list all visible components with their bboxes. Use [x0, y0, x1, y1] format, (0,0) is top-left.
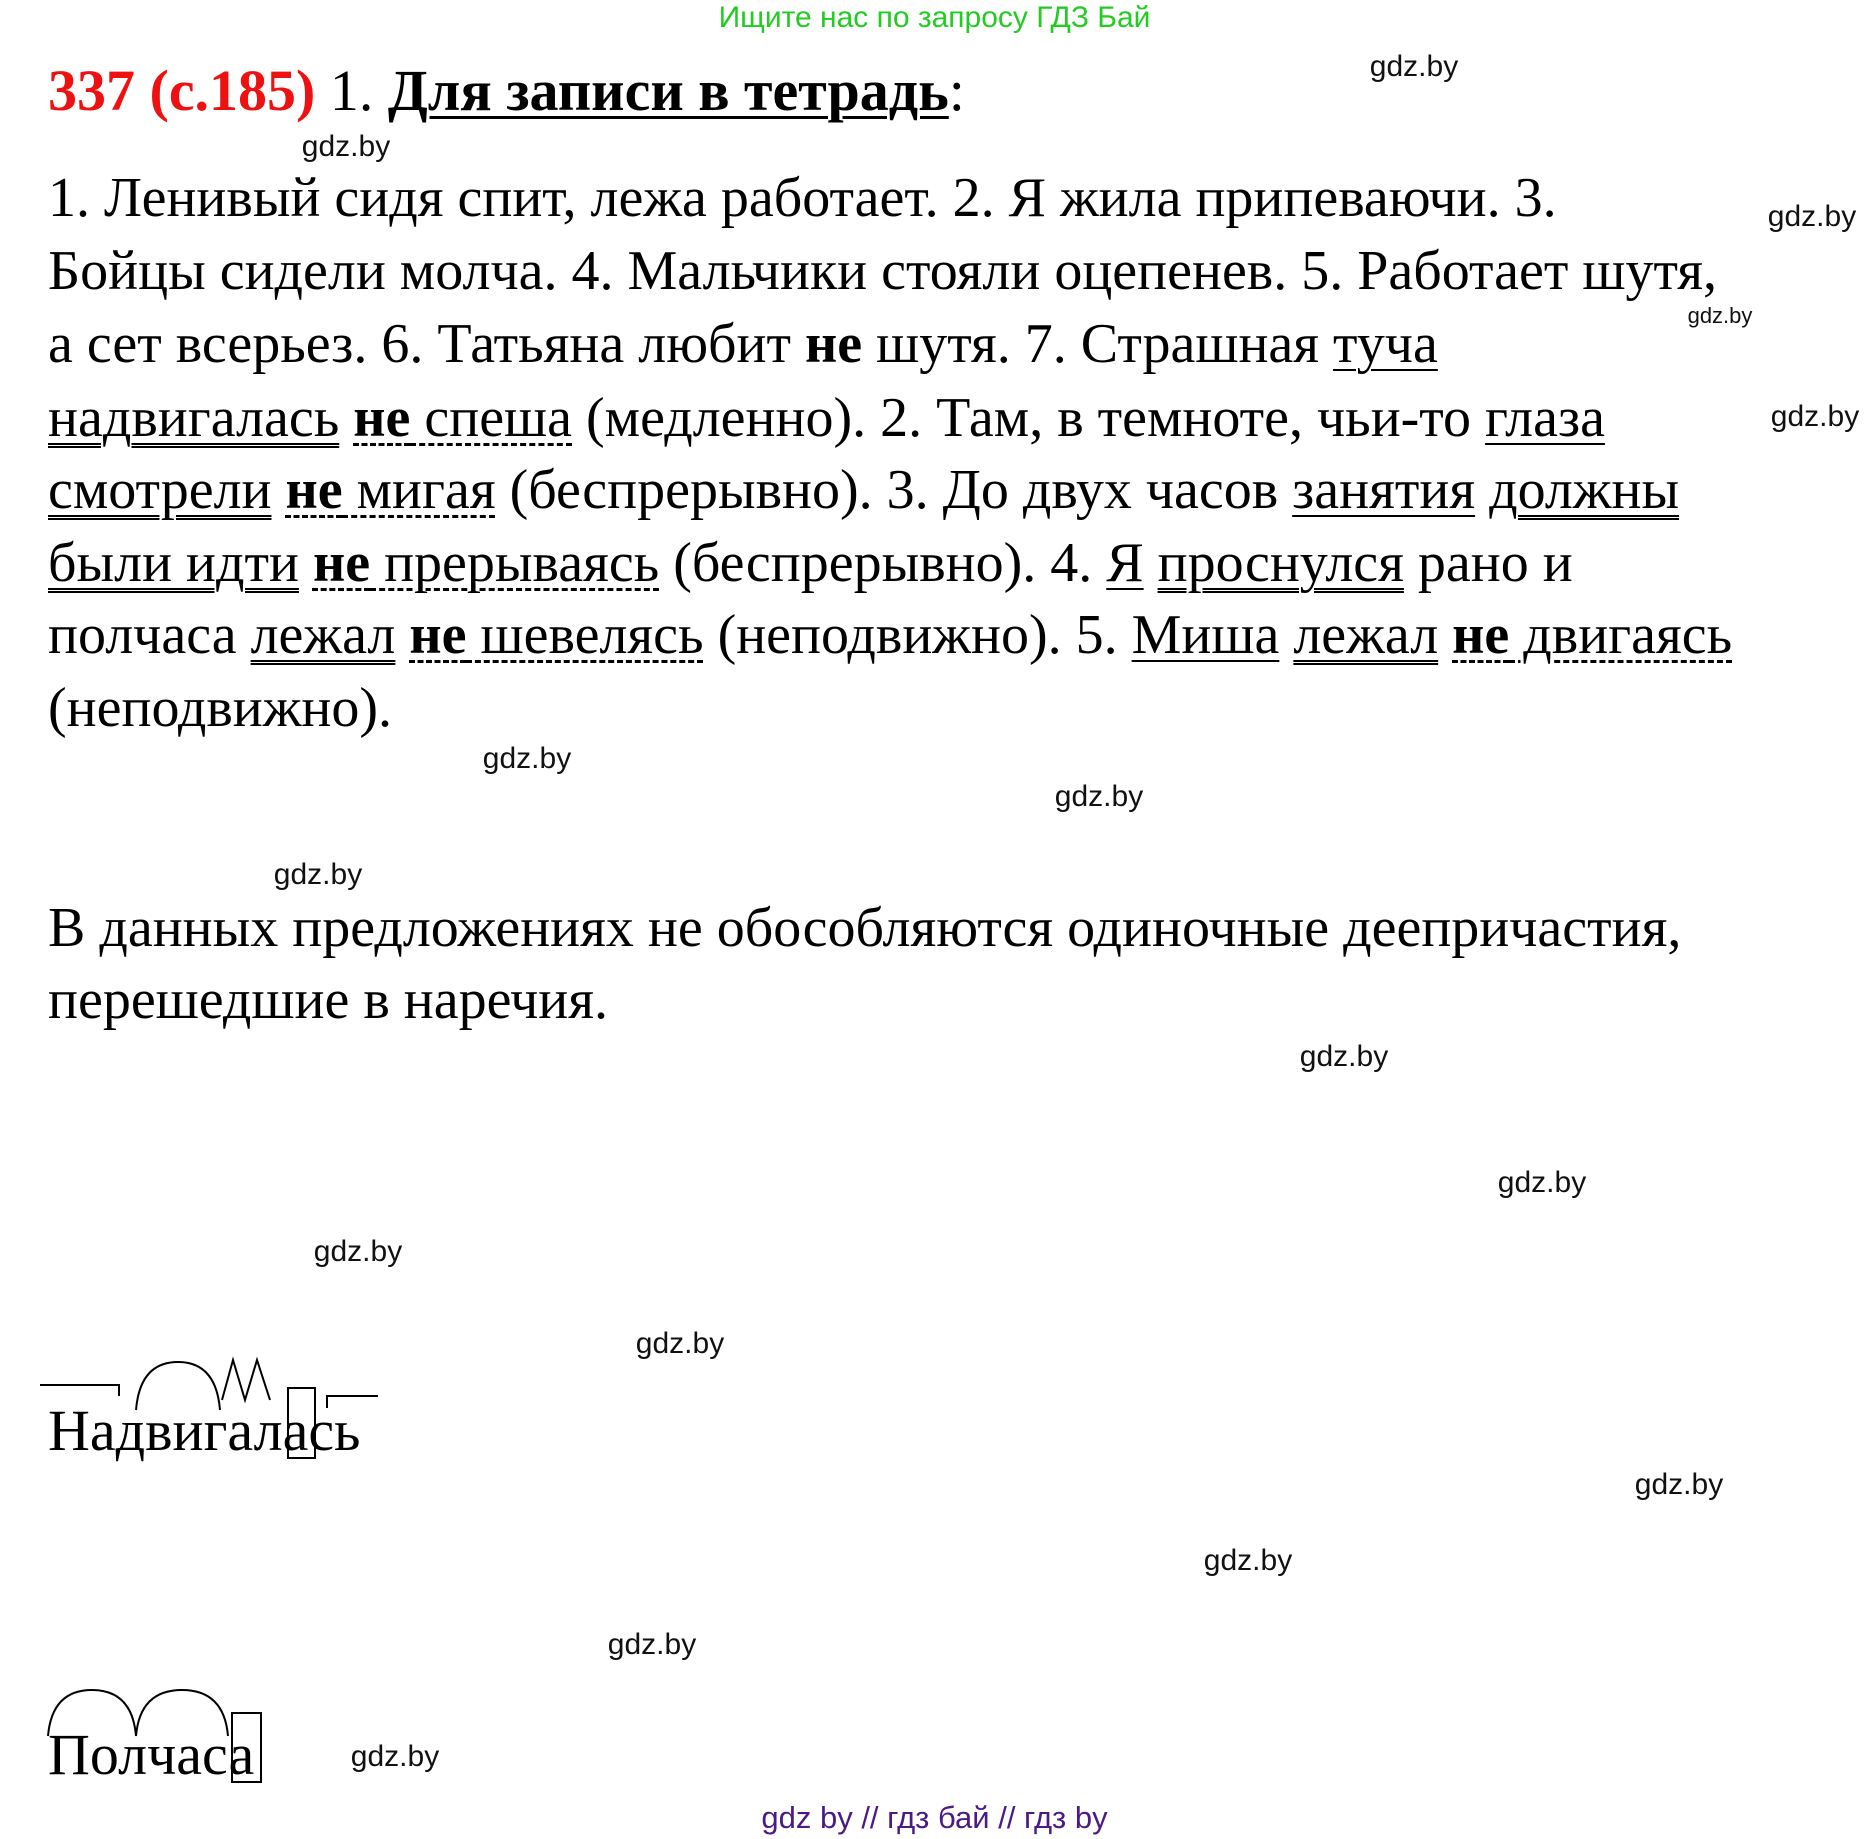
subject: занятия: [1292, 459, 1476, 521]
adverbial: мигая: [342, 459, 496, 521]
morpheme-word-nadvigalas: Надвигалась: [48, 1398, 361, 1463]
ending-mark: [288, 1388, 315, 1458]
subject: Я: [1106, 532, 1144, 594]
root-mark: [48, 1690, 136, 1736]
text: полчаса: [48, 604, 251, 666]
search-hint-banner: Ищите нас по запросу ГДЗ Бай: [718, 1, 1151, 34]
adverbial: спеша: [410, 387, 573, 449]
prefix-mark: [40, 1385, 119, 1396]
predicate: должны: [1489, 459, 1680, 521]
text: рано и: [1403, 532, 1573, 594]
predicate: проснулся: [1157, 532, 1404, 594]
text: Бойцы сидели молча. 4. Мальчики стояли оцепенев. 5. Работает шутя,: [48, 240, 1717, 302]
root-mark: [136, 1690, 228, 1736]
watermark: gdz.by: [1497, 1166, 1587, 1199]
watermark: gdz.by: [1767, 200, 1857, 233]
suffix-mark: [222, 1360, 270, 1400]
subject: Миша: [1131, 604, 1280, 666]
text: 1. Ленивый сидя спит, лежа работает. 2. Я жила припеваючи. 3.: [48, 167, 1557, 229]
task-number: 1.: [315, 58, 388, 123]
watermark: gdz.by: [1203, 1544, 1293, 1577]
text: (беспрерывно). 4.: [659, 532, 1107, 594]
watermark: gdz.by: [607, 1628, 697, 1661]
text: шутя. 7. Страшная: [862, 313, 1334, 375]
text: (беспрерывно). 3. До двух часов: [495, 459, 1293, 521]
watermark: gdz.by: [1687, 303, 1753, 328]
text: (неподвижно). 5.: [703, 604, 1132, 666]
ending-mark: [232, 1713, 261, 1782]
adverbial-particle: не: [353, 387, 411, 449]
text: а сет всерьез. 6. Татьяна любит: [48, 313, 805, 375]
watermark: gdz.by: [1054, 780, 1144, 813]
adverbial: шевелясь: [466, 604, 704, 666]
watermark: gdz.by: [635, 1327, 725, 1360]
predicate: были идти: [48, 532, 299, 594]
morpheme-word-polchasa: Полчаса: [48, 1722, 255, 1787]
watermark: gdz.by: [1770, 400, 1860, 433]
adverbial-particle: не: [409, 604, 467, 666]
adverbial-particle: не: [312, 532, 371, 594]
ending: а: [282, 1398, 309, 1463]
watermark: gdz.by: [301, 130, 391, 163]
watermark: gdz.by: [350, 1740, 440, 1773]
predicate: лежал: [1293, 604, 1439, 666]
watermark: gdz.by: [1369, 50, 1459, 83]
adverbial-particle: не: [1452, 604, 1510, 666]
subject: туча: [1333, 313, 1438, 375]
adverbial: прерываясь: [370, 532, 660, 594]
watermark: gdz.by: [1299, 1040, 1389, 1073]
exercise-number: 337 (с.185): [48, 58, 316, 123]
conclusion-line-1: В данных предложениях не обособляются одиночные деепричастия,: [48, 897, 1682, 959]
bold-particle: не: [804, 313, 863, 375]
subject: глаза: [1485, 387, 1605, 449]
watermark: gdz.by: [313, 1235, 403, 1268]
watermark: gdz.by: [1634, 1468, 1724, 1501]
watermark: gdz.by: [482, 742, 572, 775]
footer-links: gdz by // гдз бай // гдз by: [761, 1800, 1108, 1835]
ending: а: [228, 1722, 255, 1787]
text: (медленно). 2. Там, в темноте, чьи-то: [572, 387, 1486, 449]
task-colon: :: [948, 58, 965, 123]
root-mark: [136, 1362, 220, 1410]
predicate: лежал: [250, 604, 396, 666]
predicate: надвигалась: [48, 387, 340, 449]
watermark: gdz.by: [273, 858, 363, 891]
task-heading: Для записи в тетрадь: [387, 58, 949, 123]
postfix-mark: [327, 1396, 378, 1408]
conclusion-line-2: перешедшие в наречия.: [48, 969, 608, 1031]
text: (неподвижно).: [48, 677, 393, 739]
adverbial: двигаясь: [1509, 604, 1733, 666]
predicate: смотрели: [48, 459, 272, 521]
adverbial-particle: не: [285, 459, 343, 521]
